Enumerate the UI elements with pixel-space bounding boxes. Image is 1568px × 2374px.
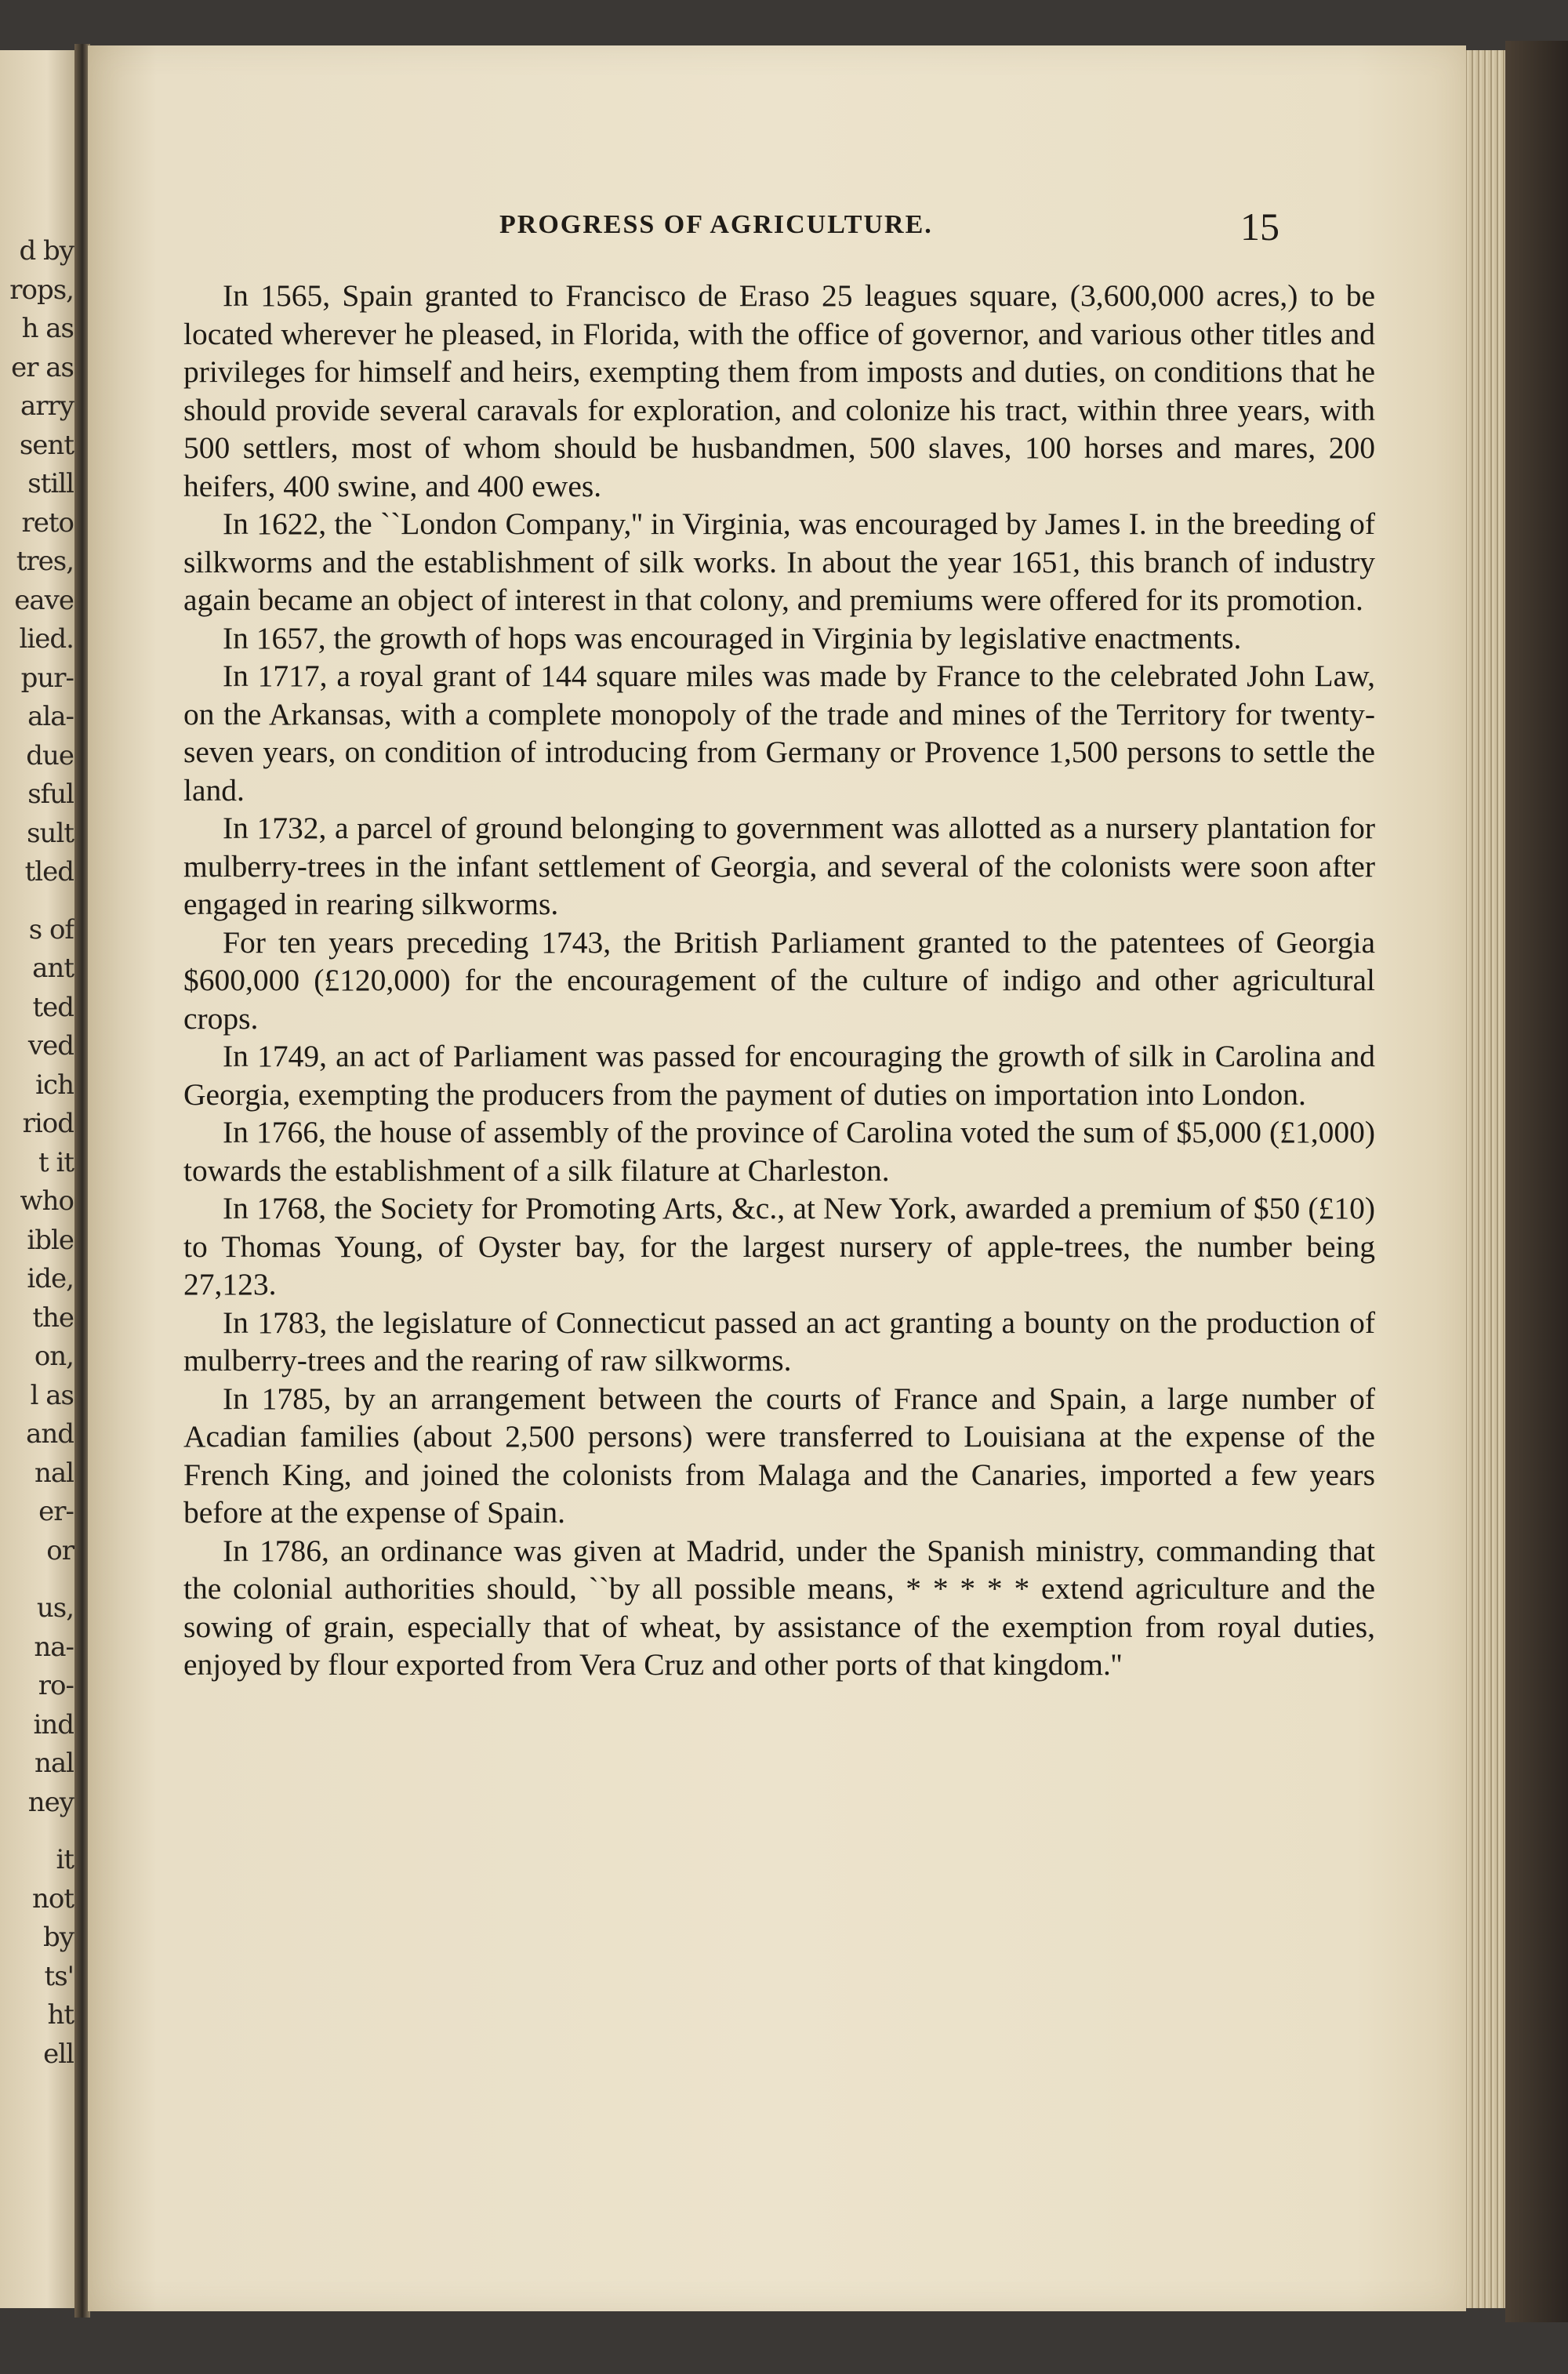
paragraph: In 1768, the Society for Promoting Arts, &c., at New York, awarded a premium of $50 (£10) to Thomas Young, of Oyster bay, for the largest nursery of apple-trees, the number being 27,123. [183, 1191, 1375, 1301]
left-page-edge [0, 50, 78, 2308]
left-page-fragment: on, [34, 1341, 74, 1372]
left-page-fragment: rops, [9, 274, 74, 306]
page-edges [1463, 50, 1508, 2308]
paragraph: For ten years preceding 1743, the British Parliament granted to the patentees of Georgia $600,000 (£120,000) for the encouragement of the culture of indigo and other agricultural crops. [183, 924, 1375, 1036]
left-page-fragment: it [56, 1844, 74, 1875]
left-page-fragment: ted [32, 991, 74, 1023]
left-page-fragment: ney [27, 1786, 74, 1818]
book-cover-edge [1505, 41, 1568, 2322]
running-head-title: PROGRESS OF AGRICULTURE. [499, 210, 933, 239]
left-page-fragment: ved [27, 1030, 74, 1062]
paragraph: In 1732, a parcel of ground belonging to government was allotted as a nursery plantation for mulberry-trees in the infant settlement of Georgia, and several of the colonists were soon after engaged in rearing silkworms. [183, 811, 1375, 921]
left-page-fragment: pur- [20, 662, 74, 694]
left-page-fragment: ind [33, 1708, 74, 1741]
book-page [88, 45, 1466, 2311]
left-page-fragment: not [31, 1882, 74, 1915]
running-head [88, 205, 1466, 257]
left-page-fragment: s of [28, 913, 74, 946]
left-page-fragment: l as [30, 1379, 74, 1411]
left-page-fragment: eave [14, 584, 74, 616]
left-page-fragment: t it [38, 1146, 74, 1178]
left-page-fragment: na- [34, 1631, 74, 1663]
page-number: 15 [1240, 205, 1279, 249]
left-page-fragment: the [32, 1301, 74, 1334]
left-page-fragment: and [26, 1418, 74, 1450]
left-page-fragment: ant [32, 953, 74, 984]
paragraph: In 1766, the house of assembly of the province of Carolina voted the sum of $5,000 (£1,000) towards the establishment of a silk filature at Charleston. [183, 1115, 1375, 1188]
left-page-fragment: arry [20, 390, 74, 422]
left-page-fragment: ich [35, 1069, 74, 1101]
body-text [183, 277, 1375, 1684]
left-page-fragment: d by [19, 235, 74, 267]
left-page-fragment: due [26, 739, 74, 771]
paragraph: In 1783, the legislature of Connecticut passed an act granting a bounty on the production of mulberry-trees and the rearing of raw silkworms. [183, 1305, 1375, 1378]
left-page-fragment: tres, [16, 546, 74, 577]
paragraph: In 1749, an act of Parliament was passed for encouraging the growth of silk in Carolina and Georgia, exempting the producers from the payment of duties on importation into London. [183, 1039, 1375, 1112]
left-page-fragment: h as [21, 313, 74, 344]
left-page-fragment: ht [47, 1999, 74, 2031]
left-page-fragment: ide, [27, 1263, 74, 1294]
left-page-fragment: nal [34, 1748, 74, 1779]
left-page-fragment: er as [11, 351, 74, 383]
left-page-fragment: reto [21, 506, 74, 539]
left-page-fragment: or [46, 1534, 74, 1566]
left-page-fragment: riod [22, 1108, 74, 1139]
left-page-fragment: ell [43, 2038, 74, 2070]
left-page-fragment: er- [38, 1496, 74, 1527]
left-page-fragment: by [43, 1922, 74, 1953]
left-page-fragment: sent [19, 429, 74, 461]
left-page-fragment: ible [27, 1224, 74, 1256]
paragraph: In 1657, the growth of hops was encouraged in Virginia by legislative enactments. [223, 620, 1242, 655]
paragraph: In 1786, an ordinance was given at Madrid, under the Spanish ministry, commanding that the colonial authorities should, ``by all possible means, * * * * * extend agriculture and the sowing of grain, especially that of wheat, by assistance of the exemption from royal duties, enjoyed by flour exported from Vera Cruz and other ports of that kingdom.'' [183, 1533, 1375, 1682]
left-page-fragment: us, [36, 1592, 74, 1624]
paragraph: In 1717, a royal grant of 144 square miles was made by France to the celebrated John Law, on the Arkansas, with a complete monopoly of the trade and mines of the Territory for twenty-seven years, on condition of introducing from Germany or Provence 1,500 persons to settle the land. [183, 659, 1375, 808]
left-page-fragment: ts' [44, 1960, 74, 1992]
left-page-fragment: ro- [38, 1670, 74, 1701]
left-page-fragment: tled [24, 856, 74, 888]
left-page-fragment: still [27, 468, 74, 499]
paragraph: In 1785, by an arrangement between the courts of France and Spain, a large number of Acadian families (about 2,500 persons) were transferred to Louisiana at the expense of the French King, and joined the colonists from Malaga and the Canaries, imported a few years before at the expense of Spain. [183, 1381, 1375, 1530]
left-page-fragment: lied. [19, 623, 74, 655]
paragraph: In 1622, the ``London Company,'' in Virginia, was encouraged by James I. in the breeding of silkworms and the establishment of silk works. In about the year 1651, this branch of industry again became an object of interest in that colony, and premiums were offered for its promotion. [183, 506, 1375, 617]
left-page-fragment: who [20, 1185, 74, 1217]
left-page-fragment: sful [27, 779, 74, 810]
left-page-fragment: sult [27, 817, 74, 849]
left-page-fragment: nal [34, 1457, 74, 1489]
paragraph: In 1565, Spain granted to Francisco de Eraso 25 leagues square, (3,600,000 acres,) to be located wherever he pleased, in Florida, with the office of governor, and various other titles and privileges for himself and heirs, exempting them from imposts and duties, on conditions that he should provide several caravals for exploration, and colonize his tract, within three years, with 500 settlers, most of whom should be husbandmen, 500 slaves, 100 horses and mares, 200 heifers, 400 swine, and 400 ewes. [183, 278, 1375, 503]
left-page-fragment: ala- [27, 701, 74, 732]
